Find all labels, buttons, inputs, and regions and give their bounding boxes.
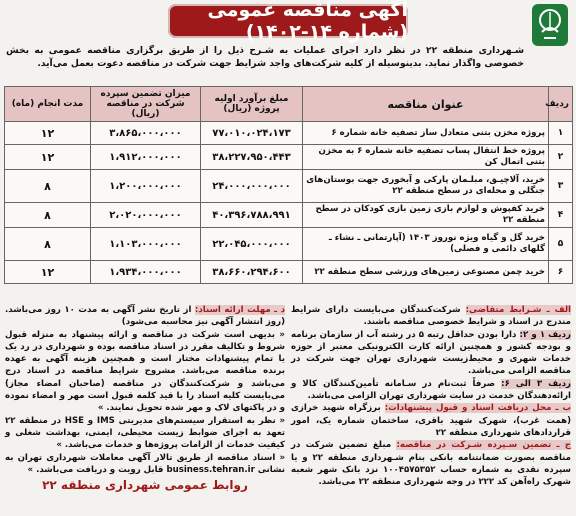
row-title: پروژه خط انتقال پساب تصفیه خانه شماره ۶ به مخزن بتنی اتمال کن [303, 145, 549, 170]
intro-paragraph [6, 44, 524, 70]
section-b [291, 402, 571, 439]
row-title: خرید، آلاچیـق، مبلـمان پارکی و آبخوری جهت بوستان‌های جنگلی و محله‌ای در سطح منطقه ۲۲ [303, 170, 549, 203]
row-guarantee: ۱،۹۱۲،۰۰۰،۰۰۰ [91, 145, 201, 170]
section-b-heading: ب ـ محل دریافت اسناد و قبول پیشنهادات: [384, 403, 572, 414]
row-number: ۲ [549, 145, 573, 170]
row-title: خرید کفپوش و لوازم بازی زمین بازی کودکان در سطح منطقه ۲۲ [303, 203, 549, 228]
row-guarantee: ۲،۰۲۰،۰۰۰،۰۰۰ [91, 203, 201, 228]
header-estimate: مبلغ برآورد اولیه پروژه (ریال) [201, 87, 303, 122]
note-documents-url: « اسناد مناقصه از طریق تالار آگهی معاملات شهرداری تهران به نشانی business.tehran.ir قابل رویت و دریافت می‌باشد. » [5, 452, 285, 475]
row-estimate: ۴۰،۳۹۶،۷۸۸،۹۹۱ [201, 203, 303, 228]
header-title: عنوان مناقصه [303, 87, 549, 122]
row-duration: ۸ [5, 228, 91, 261]
section-d-text: از تاریخ نشر آگهی به مدت ۱۰ روز می‌باشد. (روز انتشار آگهی نیز محاسبه می‌شود) [5, 305, 285, 328]
row-number: ۳ [549, 170, 573, 203]
table-row [5, 261, 573, 284]
section-a [291, 304, 571, 329]
municipality-logo [530, 2, 570, 48]
section-a-heading: الف ـ شـرایط متقاضی: [465, 305, 571, 315]
header-row-number: ردیف [549, 87, 573, 122]
row-number: ۵ [549, 228, 573, 261]
section-c [291, 439, 571, 488]
rows12-label: ردیف ۱ و ۲: [519, 329, 572, 340]
rows12-text: دارا بودن حداقل رتبه ۵ در رشته آب از سازمان برنامه و بودجه کشور و همچنین ارائه کارت الکترونیکی معتبر از حوزه خدمات شهری و محیط‌زیست شهرداری تهران جهت شرکت در مناقصه الزامی می‌باشد. [291, 329, 571, 377]
section-a-text: شرکت‌کنندگان می‌بایست دارای شرایط مندرج در اسناد و شرایط خصوصی مناقصه باشند. [291, 305, 571, 328]
row-number: ۱ [549, 122, 573, 145]
row-title: خرید چمن مصنوعی زمین‌های ورزشی سطح منطقه ۲۲ [303, 261, 549, 284]
section-b-text: برزگراه شهید خرازی (همت غرب)، شهرک شهید باقری، ساختمان شماره یک، امور قراردادهای شهرداری منطقه ۲۲ [291, 403, 571, 438]
row-duration: ۸ [5, 170, 91, 203]
table-header-row [5, 87, 573, 122]
section-a-rows36 [291, 378, 571, 403]
terms-right-column [291, 304, 571, 510]
table-row [5, 170, 573, 203]
row-number: ۶ [549, 261, 573, 284]
header-duration: مدت انجام (ماه) [5, 87, 91, 122]
note-general: « بدیهی است شرکت در مناقصه و ارائه پیشنهاد به منزله قبول شروط و تکالیف مقرر در اسناد مناقصه بوده و شهرداری در رد یک یا تمام پیشنهادات مختار است و همچنین هزینه آگهی به عهده برنده مناقصه می‌باشد. مشروح شرایط مناقصه در اسناد درج می‌باشد و شرکت‌کنندگان در مناقصه (صاحبان امضاء مجاز) می‌بایست کلیه اسناد را با قید کلمه قبول است مهر و امضاء نموده و در پاکتهای لاک و مهر شده تحویل نمایند. » [5, 329, 285, 414]
notice-title: آگهی مناقصه عمومی (شماره ۱۴-۱۴۰۲) [168, 4, 408, 38]
intro-text: در نظر دارد اجرای عملیات به شـرح ذیل را از طریق برگزاری مناقصه عمومی به بخش خصوصی واگذار نماید. بدینوسیله از کلیه شرکت‌های واجد شرایط جهت شرکت در مناقصه دعوت بعمل می‌آید. [6, 45, 524, 69]
section-c-text: مبلغ تضمین شرکت در مناقصه بصورت ضمانتنامه بانکی بنام شـهرداری منطقه ۲۲ و یا سپرده نقدی به شماره حساب ۱۰۰۴۵۷۵۳۵۲ نزد بانک شهر شعبه شهرک راه‌آهن کد ۲۲۲ در وجه شهرداری منطقه ۲۲ می‌باشد. [291, 440, 571, 488]
table-row [5, 228, 573, 261]
section-d-heading: د ـ مهلت ارائه اسناد: [194, 305, 285, 315]
table-row [5, 122, 573, 145]
header-guarantee: میزان تضمین سپرده شرکت در مناقصه (ریال) [91, 87, 201, 122]
note-ims-hse: « نظر به استقرار سیستم‌های مدیریتی IMS و HSE در منطقه ۲۲ تعهد به اجرای ضوابط زیست محیطی، ایمنی، بهداشت شغلی و کیفیت خدمات از الزامات پروژه‌ها و خدمات می‌باشد. » [5, 415, 285, 451]
section-c-heading: ج ـ تضمین سـپرده شـرکت در مناقصه: [396, 440, 572, 451]
row-estimate: ۲۴،۰۰۰،۰۰۰،۰۰۰ [201, 170, 303, 203]
row-estimate: ۳۸،۲۲۷،۹۵۰،۴۴۳ [201, 145, 303, 170]
row-estimate: ۷۷،۰۱۰،۰۲۴،۱۷۳ [201, 122, 303, 145]
intro-municipality: شـهرداری منطقه ۲۲ [425, 45, 525, 56]
row-duration: ۱۲ [5, 261, 91, 284]
row-estimate: ۲۲،۰۴۵،۰۰۰،۰۰۰ [201, 228, 303, 261]
public-relations-credit: روابط عمومی شهرداری منطقه ۲۲ [42, 478, 248, 493]
row-number: ۴ [549, 203, 573, 228]
table-row [5, 145, 573, 170]
row-guarantee: ۱،۱۰۳،۰۰۰،۰۰۰ [91, 228, 201, 261]
row-estimate: ۳۸،۶۶۰،۲۹۴،۶۰۰ [201, 261, 303, 284]
section-d [5, 304, 285, 329]
row-guarantee: ۱،۹۳۴،۰۰۰،۰۰۰ [91, 261, 201, 284]
rows36-label: ردیف ۳ الی ۶: [501, 378, 571, 389]
tender-table [4, 86, 573, 284]
row-guarantee: ۱،۲۰۰،۰۰۰،۰۰۰ [91, 170, 201, 203]
rows36-text: صرفاً ثبت‌نام در سـامانه تأمین‌کنندگان کالا و ارائه‌دهندگان خدمت در سایت شهرداری تهران الزامی می‌باشد. [291, 378, 571, 402]
row-title: خرید گل و گیاه ویژه نوروز ۱۴۰۳ (آپارتمانی ـ نشاء ـ گلهای دائمی و فصلی) [303, 228, 549, 261]
section-a-rows12 [291, 329, 571, 378]
row-duration: ۱۲ [5, 122, 91, 145]
row-duration: ۱۲ [5, 145, 91, 170]
terms-left-column [5, 304, 285, 510]
row-duration: ۸ [5, 203, 91, 228]
row-title: پروژه مخزن بتنی متعادل ساز تصفیه خانه شماره ۶ [303, 122, 549, 145]
row-guarantee: ۳،۸۶۵،۰۰۰،۰۰۰ [91, 122, 201, 145]
table-row [5, 203, 573, 228]
